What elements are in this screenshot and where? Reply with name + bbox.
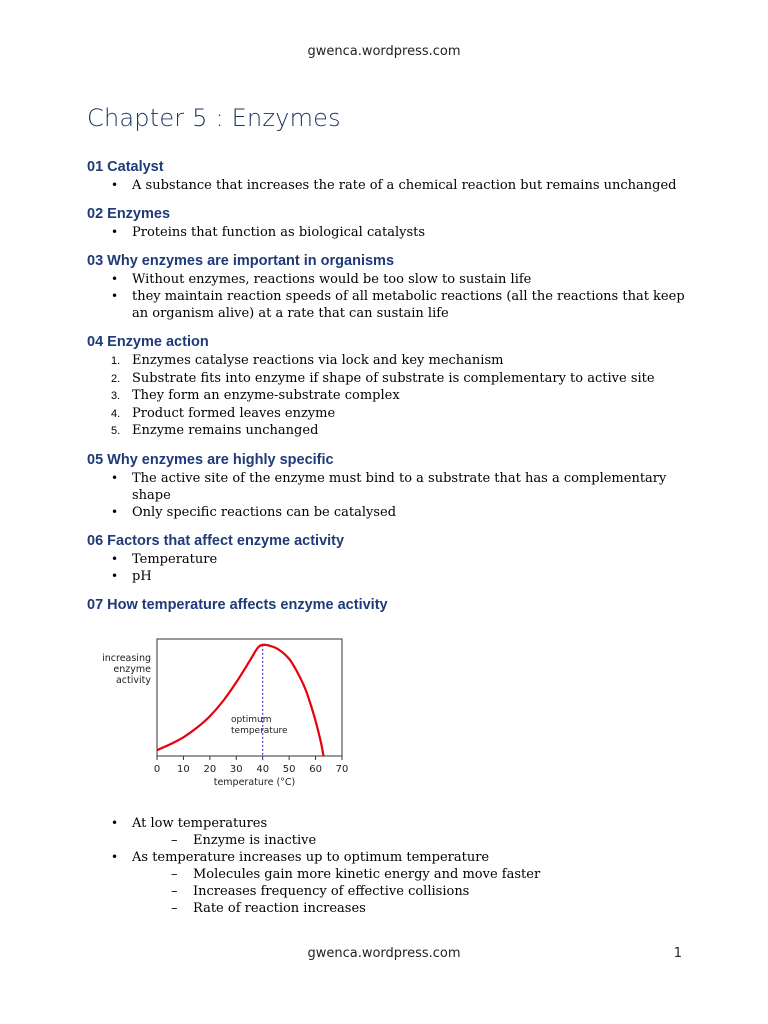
item-number: 3. xyxy=(111,390,121,402)
optimum-annotation: optimum xyxy=(231,714,272,725)
list-item: • pH xyxy=(87,568,687,585)
section-heading: 02 Enzymes xyxy=(87,206,171,222)
section-heading: 03 Why enzymes are important in organisms xyxy=(87,253,395,269)
sub-list-item: – Molecules gain more kinetic energy and move faster xyxy=(87,866,687,883)
list-item: • Temperature xyxy=(87,551,687,568)
section-heading: 04 Enzyme action xyxy=(87,334,209,350)
list-item: • At low temperatures xyxy=(87,815,687,832)
y-axis-label: enzyme xyxy=(113,663,151,675)
item-number: 5. xyxy=(111,425,121,437)
section-heading: 06 Factors that affect enzyme activity xyxy=(87,532,345,549)
section-temperature xyxy=(87,597,687,811)
x-axis-label: temperature (°C) xyxy=(213,776,296,788)
item-text: Enzymes catalyse reactions via lock and key mechanism xyxy=(132,353,504,368)
numbered-item xyxy=(87,405,687,423)
item-number: 1. xyxy=(111,355,121,367)
sub-list-item: – Rate of reaction increases xyxy=(87,900,687,917)
section-enzymes xyxy=(87,206,687,241)
item-text: Product formed leaves enzyme xyxy=(132,405,336,421)
item-number: 4. xyxy=(111,407,121,420)
page-number: 1 xyxy=(673,946,682,961)
numbered-item xyxy=(87,387,687,405)
temperature-chart xyxy=(77,621,377,811)
section-heading: 07 How temperature affects enzyme activity xyxy=(87,596,388,613)
page-title: Chapter 5 : Enzymes xyxy=(87,104,341,132)
list-item: • A substance that increases the rate of a chemical reaction but remains unchanged xyxy=(87,177,687,194)
temperature-points xyxy=(87,815,687,917)
section-heading: 01 Catalyst xyxy=(87,159,164,175)
numbered-item xyxy=(87,422,687,440)
section-importance xyxy=(87,253,687,322)
chart-plot-frame xyxy=(157,639,342,756)
x-tick-label: 40 xyxy=(256,763,270,775)
y-axis-label: increasing xyxy=(102,652,151,664)
sub-list-item: – Increases frequency of effective collisions xyxy=(87,883,687,900)
x-tick-label: 50 xyxy=(282,763,296,775)
y-axis-label: activity xyxy=(115,674,151,686)
x-tick-label: 60 xyxy=(309,763,322,775)
item-number: 2. xyxy=(111,372,121,385)
item-text: They form an enzyme-substrate complex xyxy=(132,388,400,403)
list-item: • Proteins that function as biological catalysts xyxy=(87,224,687,241)
list-item: • The active site of the enzyme must bind to a substrate that has a complementary shape xyxy=(87,470,687,504)
list-item: • As temperature increases up to optimum temperature xyxy=(87,849,687,866)
section-specificity xyxy=(87,452,687,521)
enzyme-activity-curve xyxy=(157,644,324,755)
section-enzyme-action xyxy=(87,334,687,440)
section-heading: 05 Why enzymes are highly specific xyxy=(87,451,334,468)
page-footer: gwenca.wordpress.com xyxy=(307,946,461,961)
item-text: Substrate fits into enzyme if shape of substrate is complementary to active site xyxy=(132,370,655,386)
optimum-annotation: temperature xyxy=(231,725,288,736)
x-tick-label: 20 xyxy=(203,763,217,775)
list-item: • Without enzymes, reactions would be too slow to sustain life xyxy=(87,271,687,288)
x-tick-label: 70 xyxy=(335,763,349,775)
numbered-item xyxy=(87,352,687,370)
section-factors xyxy=(87,533,687,585)
x-tick-label: 10 xyxy=(177,763,190,775)
section-catalyst xyxy=(87,159,687,194)
numbered-item xyxy=(87,370,687,388)
sub-list-item: – Enzyme is inactive xyxy=(87,832,687,849)
x-tick-label: 30 xyxy=(229,763,243,775)
temperature-chart-svg xyxy=(77,621,377,811)
document-body xyxy=(87,104,687,917)
list-item: • Only specific reactions can be catalysed xyxy=(87,504,687,521)
item-text: Enzyme remains unchanged xyxy=(132,423,319,438)
list-item: • they maintain reaction speeds of all metabolic reactions (all the reactions that keep an organism alive) at a rate that can sustain life xyxy=(87,288,687,322)
x-tick-label: 0 xyxy=(153,763,161,775)
page-header: gwenca.wordpress.com xyxy=(307,44,461,59)
